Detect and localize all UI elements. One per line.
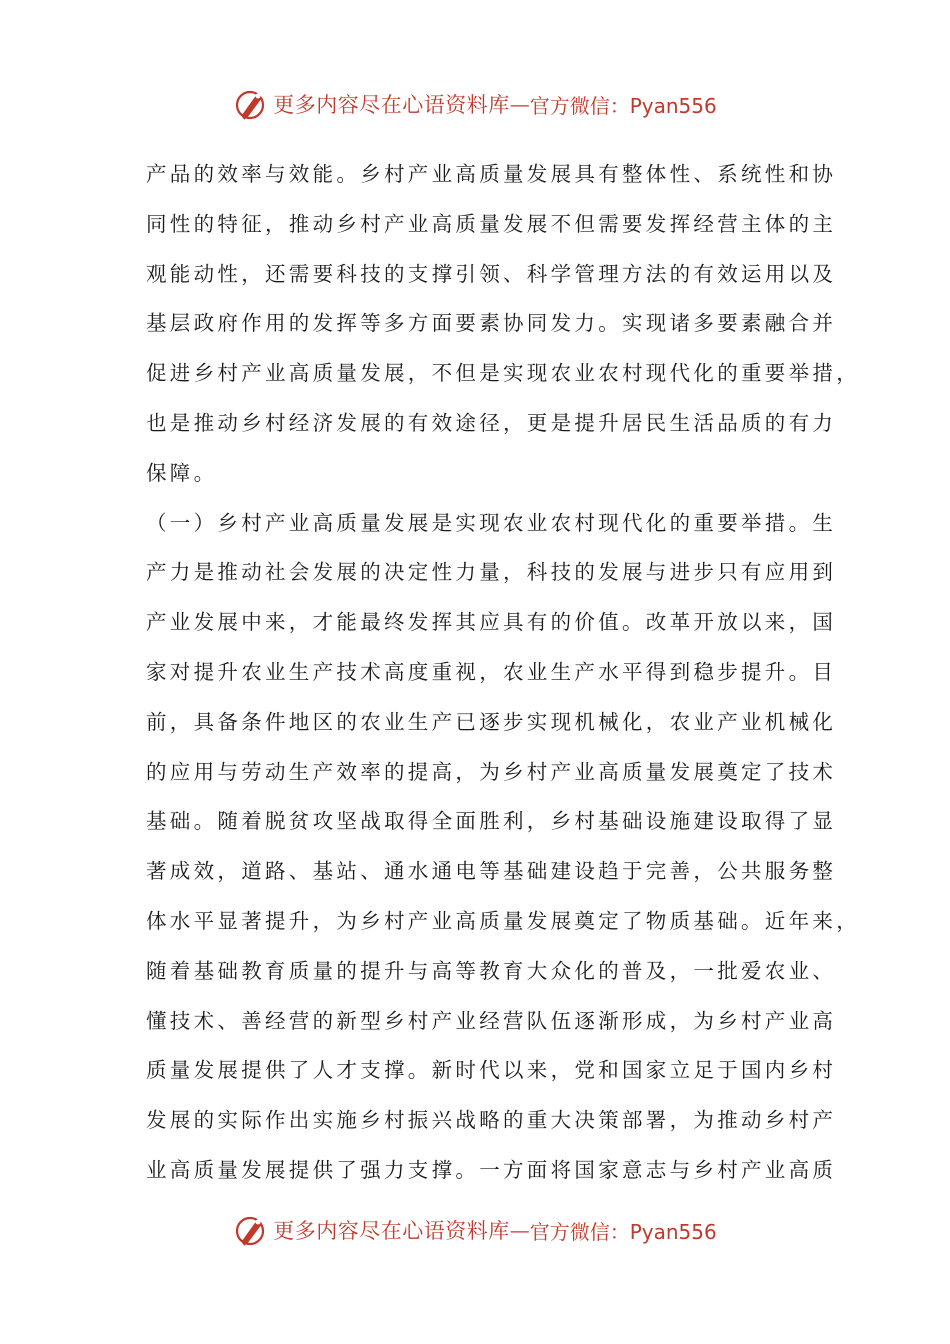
body-line: 同性的特征，推动乡村产业高质量发展不但需要发挥经营主体的主 (146, 211, 837, 236)
watermark-brand: 更多内容尽在心语资料库 (273, 1219, 510, 1243)
body-line: 业高质量发展提供了强力支撑。一方面将国家意志与乡村产业高质 (146, 1157, 837, 1182)
body-line: 随着基础教育质量的提升与高等教育大众化的普及，一批爱农业、 (146, 958, 837, 983)
body-line: 前，具备条件地区的农业生产已逐步实现机械化，农业产业机械化 (146, 709, 837, 734)
document-body (146, 150, 860, 1196)
body-line: 质量发展提供了人才支撑。新时代以来，党和国家立足于国内乡村 (146, 1058, 837, 1083)
watermark-separator: — (509, 1218, 530, 1242)
body-line: 的应用与劳动生产效率的提高，为乡村产业高质量发展奠定了技术 (146, 759, 837, 784)
watermark-separator: — (509, 92, 530, 116)
body-line: 产力是推动社会发展的决定性力量，科技的发展与进步只有应用到 (146, 560, 837, 585)
body-line: 发展的实际作出实施乡村振兴战略的重大决策部署，为推动乡村产 (146, 1108, 837, 1133)
watermark-contact: 官方微信：Pyan556 (529, 1219, 717, 1244)
watermark-brand: 更多内容尽在心语资料库 (273, 93, 510, 117)
body-line: 产业发展中来，才能最终发挥其应具有的价值。改革开放以来，国 (146, 610, 837, 635)
body-line: 产品的效率与效能。乡村产业高质量发展具有整体性、系统性和协 (146, 162, 837, 186)
header-watermark (0, 84, 950, 124)
body-line: 体水平显著提升，为乡村产业高质量发展奠定了物质基础。近年来， (146, 908, 860, 933)
body-line: 基层政府作用的发挥等多方面要素协同发力。实现诸多要素融合并 (146, 311, 837, 336)
body-line: 促进乡村产业高质量发展，不但是实现农业农村现代化的重要举措， (146, 361, 860, 386)
section-heading-line: （一）乡村产业高质量发展是实现农业农村现代化的重要举措。生 (146, 510, 837, 535)
body-line: 保障。 (146, 460, 218, 485)
body-line: 著成效，道路、基站、通水通电等基础建设趋于完善，公共服务整 (146, 859, 837, 884)
body-line: 懂技术、善经营的新型乡村产业经营队伍逐渐形成，为乡村产业高 (146, 1008, 837, 1033)
body-line: 观能动性，还需要科技的支撑引领、科学管理方法的有效运用以及 (146, 261, 837, 286)
watermark-contact: 官方微信：Pyan556 (529, 93, 717, 118)
body-line: 也是推动乡村经济发展的有效途径，更是提升居民生活品质的有力 (146, 410, 837, 435)
body-line: 家对提升农业生产技术高度重视，农业生产水平得到稳步提升。目 (146, 659, 837, 684)
body-line: 基础。随着脱贫攻坚战取得全面胜利，乡村基础设施建设取得了显 (146, 809, 837, 834)
footer-watermark (0, 1210, 950, 1250)
pen-logo-icon (233, 86, 269, 122)
pen-logo-icon (233, 1212, 269, 1248)
